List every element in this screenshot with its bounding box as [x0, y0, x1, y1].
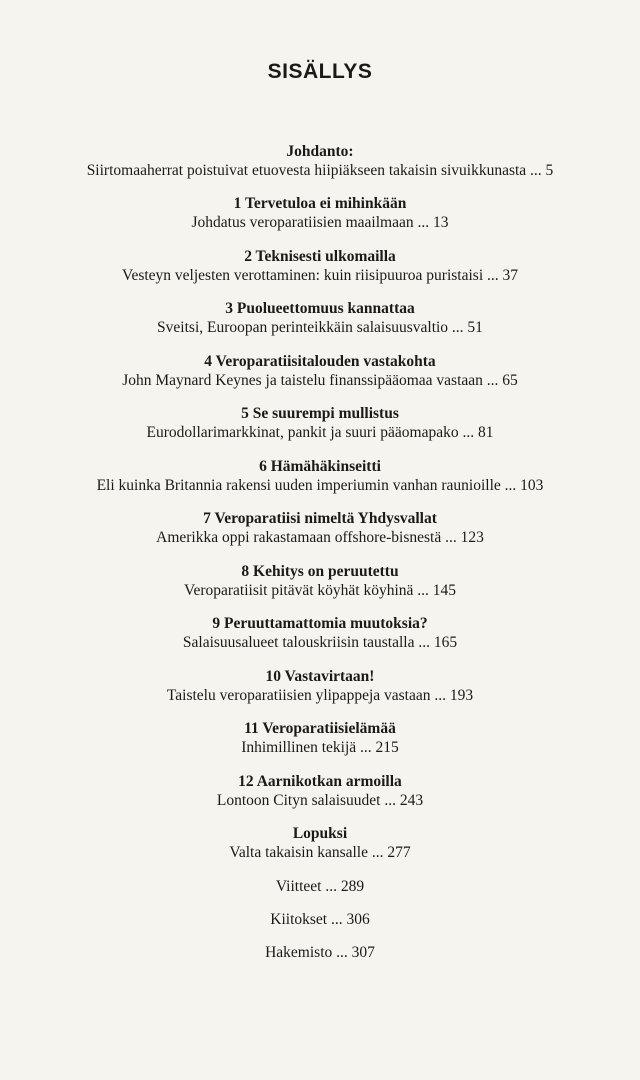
- toc-entry-title: 9 Peruuttamattomia muutoksia?: [212, 615, 428, 632]
- toc-entry-index: [0, 943, 640, 976]
- toc-entry-chapter-4: [0, 352, 640, 405]
- toc-entry-subtitle: Siirtomaaherrat poistuivat etuovesta hiipiäkseen takaisin sivuikkunasta ... 5: [86, 162, 554, 179]
- page-title: SISÄLLYS: [267, 60, 373, 83]
- toc-entry-subtitle: Amerikka oppi rakastamaan offshore-bisnestä ... 123: [156, 529, 484, 546]
- toc-entry-subtitle: Taistelu veroparatiisien ylipappeja vastaan ... 193: [166, 686, 474, 704]
- toc-entry-title: 5 Se suurempi mullistus: [241, 405, 399, 422]
- toc-entry-conclusion: [0, 824, 640, 877]
- toc-entry-title: 8 Kehitys on peruutettu: [241, 562, 399, 580]
- toc-entry-chapter-3: [0, 299, 640, 352]
- toc-entry-title: 10 Vastavirtaan!: [265, 667, 375, 685]
- toc-entry-title: 7 Veroparatiisi nimeltä Yhdysvallat: [203, 510, 437, 527]
- toc-back-matter-item: Kiitokset ... 306: [270, 910, 370, 928]
- toc-entry-subtitle: Lontoon Cityn salaisuudet ... 243: [216, 791, 424, 809]
- toc-entry-subtitle: Inhimillinen tekijä ... 215: [241, 739, 399, 756]
- toc-entry-subtitle: Valta takaisin kansalle ... 277: [229, 844, 411, 861]
- toc-entry-title: 11 Veroparatiisielämää: [244, 720, 396, 737]
- toc-entry-chapter-2: [0, 247, 640, 300]
- toc-entry-chapter-11: [0, 719, 640, 772]
- toc-entry-title: Johdanto:: [286, 143, 354, 160]
- toc-entry-subtitle: Vesteyn veljesten verottaminen: kuin riisipuuroa puristaisi ... 37: [121, 266, 519, 284]
- toc-entry-title: 6 Hämähäkinseitti: [259, 457, 381, 475]
- toc-entry-title: 3 Puolueettomuus kannattaa: [225, 300, 415, 317]
- toc-entry-subtitle: Eurodollarimarkkinat, pankit ja suuri pääomapako ... 81: [146, 424, 494, 441]
- toc-entry-subtitle: Salaisuusalueet talouskriisin taustalla ... 165: [182, 634, 458, 651]
- toc-entry-chapter-12: [0, 772, 640, 825]
- toc-back-matter-item: Hakemisto ... 307: [265, 943, 375, 961]
- toc-entry-chapter-8: [0, 562, 640, 615]
- toc-entry-title: 2 Teknisesti ulkomailla: [244, 247, 396, 265]
- toc-entry-chapter-7: [0, 509, 640, 562]
- toc-entry-title: 12 Aarnikotkan armoilla: [238, 772, 402, 790]
- toc-entry-title: Lopuksi: [292, 825, 348, 842]
- toc-entry-subtitle: Eli kuinka Britannia rakensi uuden imperiumin vanhan raunioille ... 103: [96, 476, 544, 494]
- toc-back-matter-item: Viitteet ... 289: [275, 877, 365, 895]
- toc-entry-chapter-5: [0, 404, 640, 457]
- toc-entry-title: 1 Tervetuloa ei mihinkään: [233, 195, 407, 212]
- toc-entry-subtitle: Sveitsi, Euroopan perinteikkäin salaisuusvaltio ... 51: [157, 319, 483, 336]
- toc-entry-introduction: [0, 142, 640, 194]
- toc-entry-subtitle: Johdatus veroparatiisien maailmaan ... 13: [191, 214, 449, 231]
- toc-entry-chapter-10: [0, 667, 640, 720]
- toc-entry-subtitle: Veroparatiisit pitävät köyhät köyhinä ... 145: [183, 581, 457, 599]
- toc-entry-subtitle: John Maynard Keynes ja taistelu finanssipääomaa vastaan ... 65: [122, 371, 518, 389]
- toc-entry-chapter-1: [0, 194, 640, 247]
- toc-entry-title: 4 Veroparatiisitalouden vastakohta: [204, 352, 436, 370]
- toc-entry-acknowledgements: [0, 910, 640, 943]
- toc-entry-chapter-9: [0, 614, 640, 667]
- toc-entry-chapter-6: [0, 457, 640, 510]
- toc-entry-notes: [0, 877, 640, 910]
- table-of-contents: [0, 142, 640, 976]
